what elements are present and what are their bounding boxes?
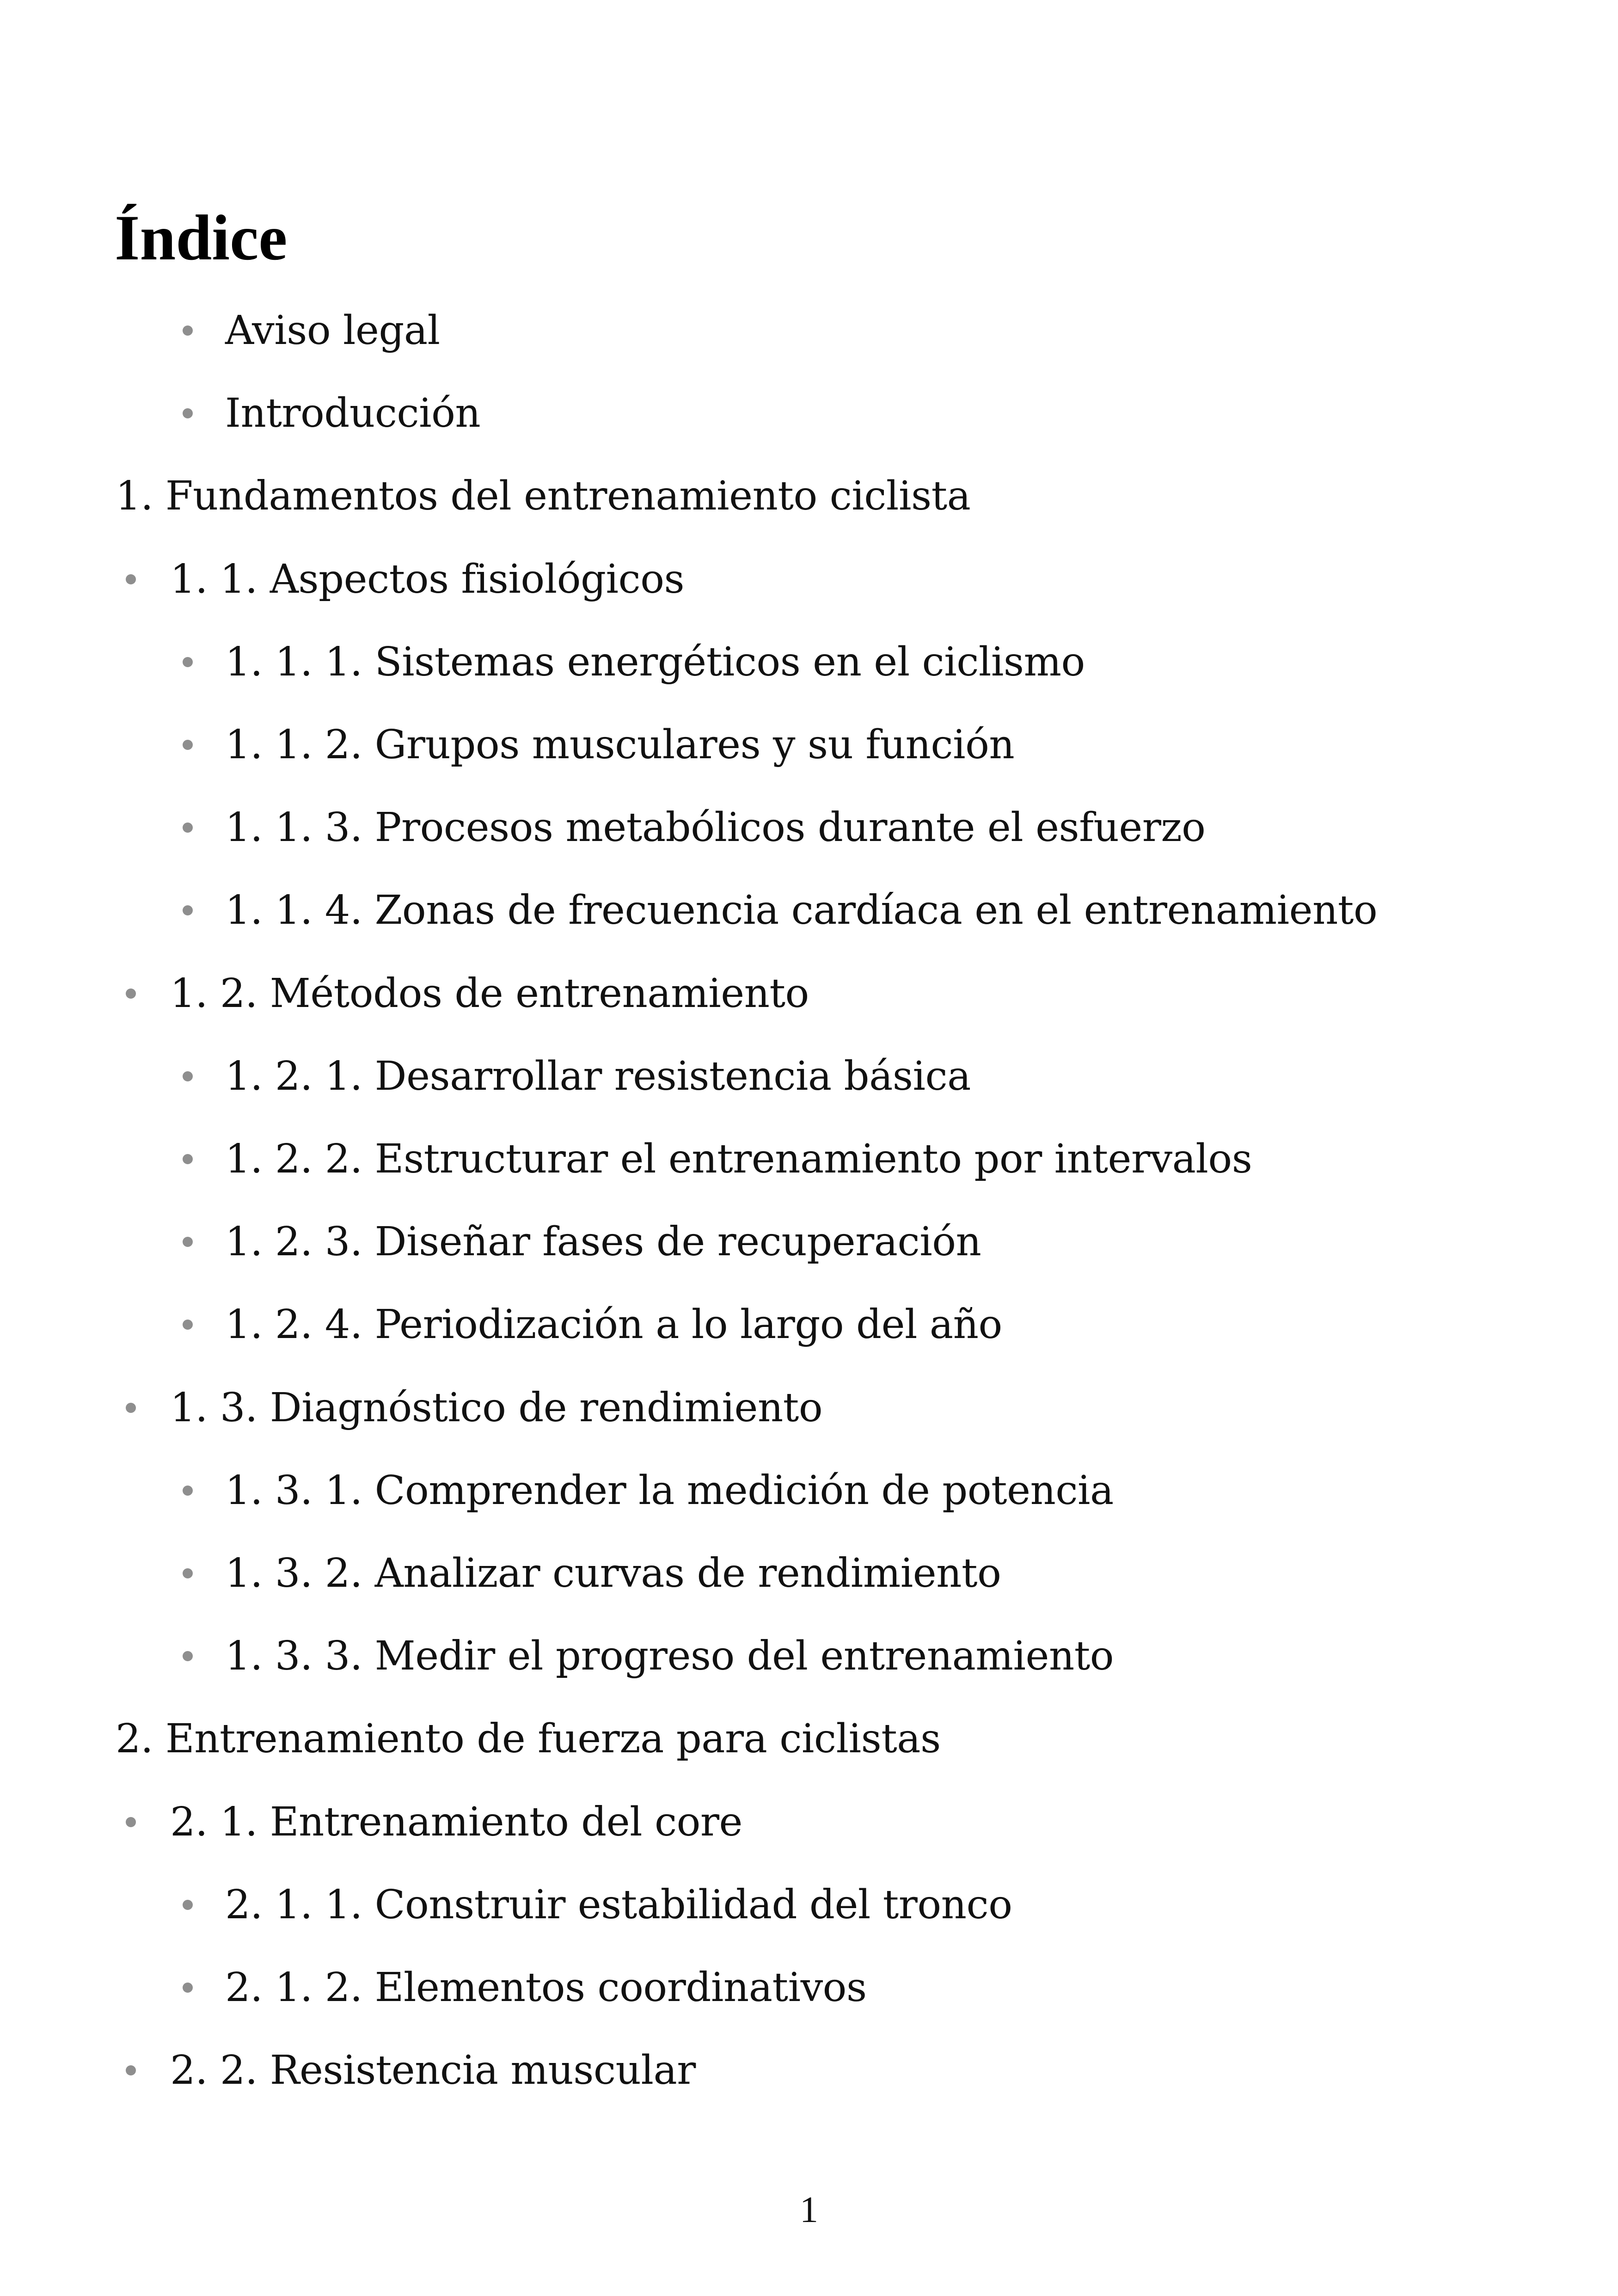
bullet-icon [183,408,193,418]
bullet-icon [126,2065,136,2075]
toc-entry-label: 1. 1. 3. Procesos metabólicos durante el esfuerzo [225,804,1206,851]
toc-entry[interactable] [0,1794,1618,1850]
toc-entry[interactable] [0,634,1618,690]
toc-entry-label: 1. 2. 1. Desarrollar resistencia básica [225,1053,971,1099]
bullet-icon [183,1237,193,1247]
bullet-icon [183,823,193,833]
toc-entry[interactable] [0,1711,1618,1767]
toc-entry[interactable] [0,303,1618,358]
toc-entry[interactable] [0,717,1618,773]
toc-entry[interactable] [0,1628,1618,1684]
toc-entry-label: 2. Entrenamiento de fuerza para ciclistas [116,1716,941,1762]
bullet-icon [126,988,136,999]
bullet-icon [183,325,193,336]
toc-entry-label: 1. Fundamentos del entrenamiento ciclista [116,473,971,519]
toc-entry[interactable] [0,386,1618,441]
toc-entry-label: 1. 3. Diagnóstico de rendimiento [170,1385,823,1431]
toc-entry[interactable] [0,1049,1618,1104]
toc-entry-label: 2. 1. 1. Construir estabilidad del tronco [225,1882,1012,1928]
bullet-icon [126,1403,136,1413]
bullet-icon [183,1154,193,1164]
page-number: 1 [800,2190,818,2230]
toc-entry[interactable] [0,468,1618,524]
toc-entry-label: Introducción [225,390,481,436]
toc-entry[interactable] [0,1214,1618,1270]
bullet-icon [126,574,136,584]
toc-entry-label: Aviso legal [225,307,440,354]
toc-entry[interactable] [0,1131,1618,1187]
toc-entry[interactable] [0,1546,1618,1601]
bullet-icon [183,1983,193,1993]
bullet-icon [183,740,193,750]
page-title: Índice [115,202,288,274]
bullet-icon [183,1071,193,1081]
toc-entry-label: 2. 1. 2. Elementos coordinativos [225,1964,867,2011]
toc-entry-label: 1. 1. 2. Grupos musculares y su función [225,722,1015,768]
toc-entry-label: 1. 1. 4. Zonas de frecuencia cardíaca en el entrenamiento [225,887,1378,933]
toc-entry-label: 1. 3. 2. Analizar curvas de rendimiento [225,1550,1001,1596]
bullet-icon [183,905,193,915]
toc-entry[interactable] [0,1960,1618,2015]
toc-entry[interactable] [0,1297,1618,1352]
toc-entry[interactable] [0,1380,1618,1436]
toc-entry[interactable] [0,552,1618,607]
toc-entry[interactable] [0,800,1618,855]
toc-entry-label: 1. 2. 2. Estructurar el entrenamiento por intervalos [225,1136,1252,1182]
toc-entry[interactable] [0,966,1618,1021]
toc-entry[interactable] [0,1463,1618,1518]
toc-entry-label: 1. 2. 4. Periodización a lo largo del año [225,1301,1002,1348]
bullet-icon [183,1900,193,1910]
bullet-icon [126,1817,136,1827]
toc-entry[interactable] [0,2043,1618,2098]
toc-entry-label: 1. 1. 1. Sistemas energéticos en el ciclismo [225,639,1085,685]
bullet-icon [183,1651,193,1661]
bullet-icon [183,1320,193,1330]
bullet-icon [183,1568,193,1578]
toc-entry[interactable] [0,1877,1618,1933]
toc-entry-label: 1. 2. 3. Diseñar fases de recuperación [225,1219,981,1265]
toc-entry-label: 1. 2. Métodos de entrenamiento [170,970,809,1017]
toc-entry-label: 1. 3. 3. Medir el progreso del entrenamiento [225,1633,1114,1679]
bullet-icon [183,657,193,667]
toc-entry-label: 2. 2. Resistencia muscular [170,2047,696,2093]
toc-entry[interactable] [0,883,1618,938]
toc-entry-label: 1. 1. Aspectos fisiológicos [170,556,685,602]
bullet-icon [183,1486,193,1496]
toc-entry-label: 1. 3. 1. Comprender la medición de potencia [225,1467,1114,1514]
toc-entry-label: 2. 1. Entrenamiento del core [170,1799,742,1845]
